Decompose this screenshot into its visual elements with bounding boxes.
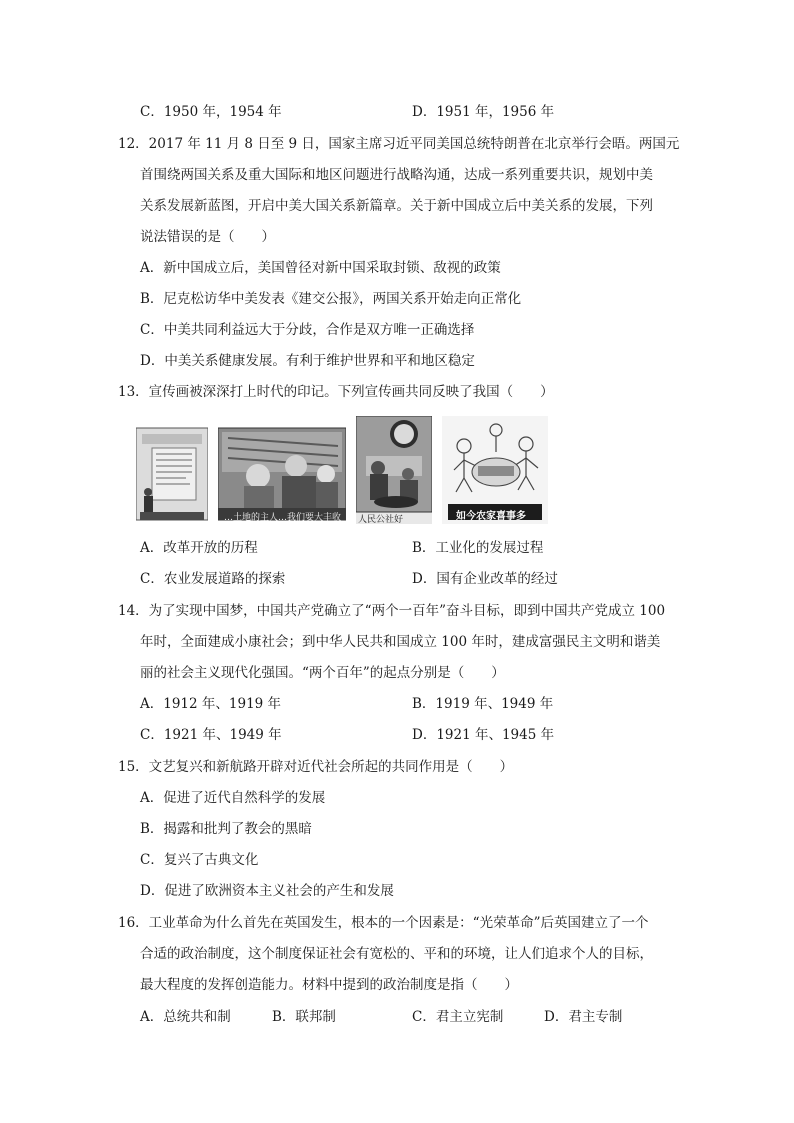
q16-stem-line-2: 合适的政治制度，这个制度保证社会有宽松的、平和的环境，让人们追求个人的目标，	[140, 946, 653, 962]
q13-stem: 13．宣传画被深深打上时代的印记。下列宣传画共同反映了我国（ ）	[118, 384, 554, 400]
q16-option-a: A．总统共和制	[140, 1009, 231, 1025]
q13-poster-images	[136, 416, 556, 524]
q12-option-b: B．尼克松访华中美发表《建交公报》，两国关系开始走向正常化	[140, 291, 522, 307]
q14-option-d: D．1921 年、1945 年	[412, 727, 555, 743]
poster-3-caption: 人民公社好	[358, 515, 404, 525]
q16-stem-line-1: 16．工业革命为什么首先在英国发生，根本的一个因素是：“光荣革命”后英国建立了一个	[118, 915, 649, 931]
q12-stem-line-1: 12．2017 年 11 月 8 日至 9 日，国家主席习近平同美国总统特朗普在北京举行会晤。两国元	[118, 136, 680, 152]
q12-stem-line-2: 首围绕两国关系及重大国际和地区问题进行战略沟通，达成一系列重要共识，规划中美	[140, 167, 653, 183]
q13-option-a: A．改革开放的历程	[140, 540, 258, 556]
q16-option-c: C．君主立宪制	[412, 1009, 504, 1025]
q13-option-c: C．农业发展道路的探索	[140, 571, 286, 587]
poster-4-caption: 如今农家喜事多	[456, 511, 526, 522]
poster-2-caption: …土地的主人…我们要大丰收	[224, 513, 342, 523]
q16-option-d: D．君主专制	[544, 1009, 623, 1025]
q12-option-d: D．中美关系健康发展。有利于维护世界和平和地区稳定	[140, 353, 475, 369]
q14-option-b: B．1919 年、1949 年	[412, 696, 554, 712]
q15-option-a: A．促进了近代自然科学的发展	[140, 790, 326, 806]
q15-stem: 15．文艺复兴和新航路开辟对近代社会所起的共同作用是（ ）	[118, 759, 514, 775]
poster-3-image	[356, 416, 432, 524]
q15-option-d: D．促进了欧洲资本主义社会的产生和发展	[140, 883, 394, 899]
poster-4-image	[442, 416, 548, 524]
q14-option-c: C．1921 年、1949 年	[140, 727, 282, 743]
q16-stem-line-3: 最大程度的发挥创造能力。材料中提到的政治制度是指（ ）	[140, 977, 518, 993]
q13-option-b: B．工业化的发展过程	[412, 540, 544, 556]
q14-option-a: A．1912 年、1919 年	[140, 696, 282, 712]
q15-option-b: B．揭露和批判了教会的黑暗	[140, 821, 312, 837]
q12-stem-line-4: 说法错误的是（ ）	[140, 229, 275, 245]
q11-option-d: D．1951 年，1956 年	[412, 104, 555, 120]
q13-option-d: D．国有企业改革的经过	[412, 571, 558, 587]
q12-option-a: A．新中国成立后，美国曾径对新中国采取封锁、敌视的政策	[140, 260, 501, 276]
q14-stem-line-3: 丽的社会主义现代化强国。“两个百年”的起点分别是（ ）	[140, 665, 505, 681]
q12-option-c: C．中美共同利益远大于分歧，合作是双方唯一正确选择	[140, 322, 475, 338]
q15-option-c: C．复兴了古典文化	[140, 852, 259, 868]
q14-stem-line-2: 年时，全面建成小康社会；到中华人民共和国成立 100 年时，建成富强民主文明和谐美	[140, 634, 661, 650]
q16-option-b: B．联邦制	[272, 1009, 336, 1025]
q12-stem-line-3: 关系发展新蓝图，开启中美大国关系新篇章。关于新中国成立后中美关系的发展，下列	[140, 198, 653, 214]
q11-option-c: C．1950 年，1954 年	[140, 104, 282, 120]
poster-1-image	[136, 416, 208, 524]
q14-stem-line-1: 14．为了实现中国梦，中国共产党确立了“两个一百年”奋斗目标，即到中国共产党成立 100	[118, 603, 666, 619]
poster-2-image	[218, 416, 346, 524]
